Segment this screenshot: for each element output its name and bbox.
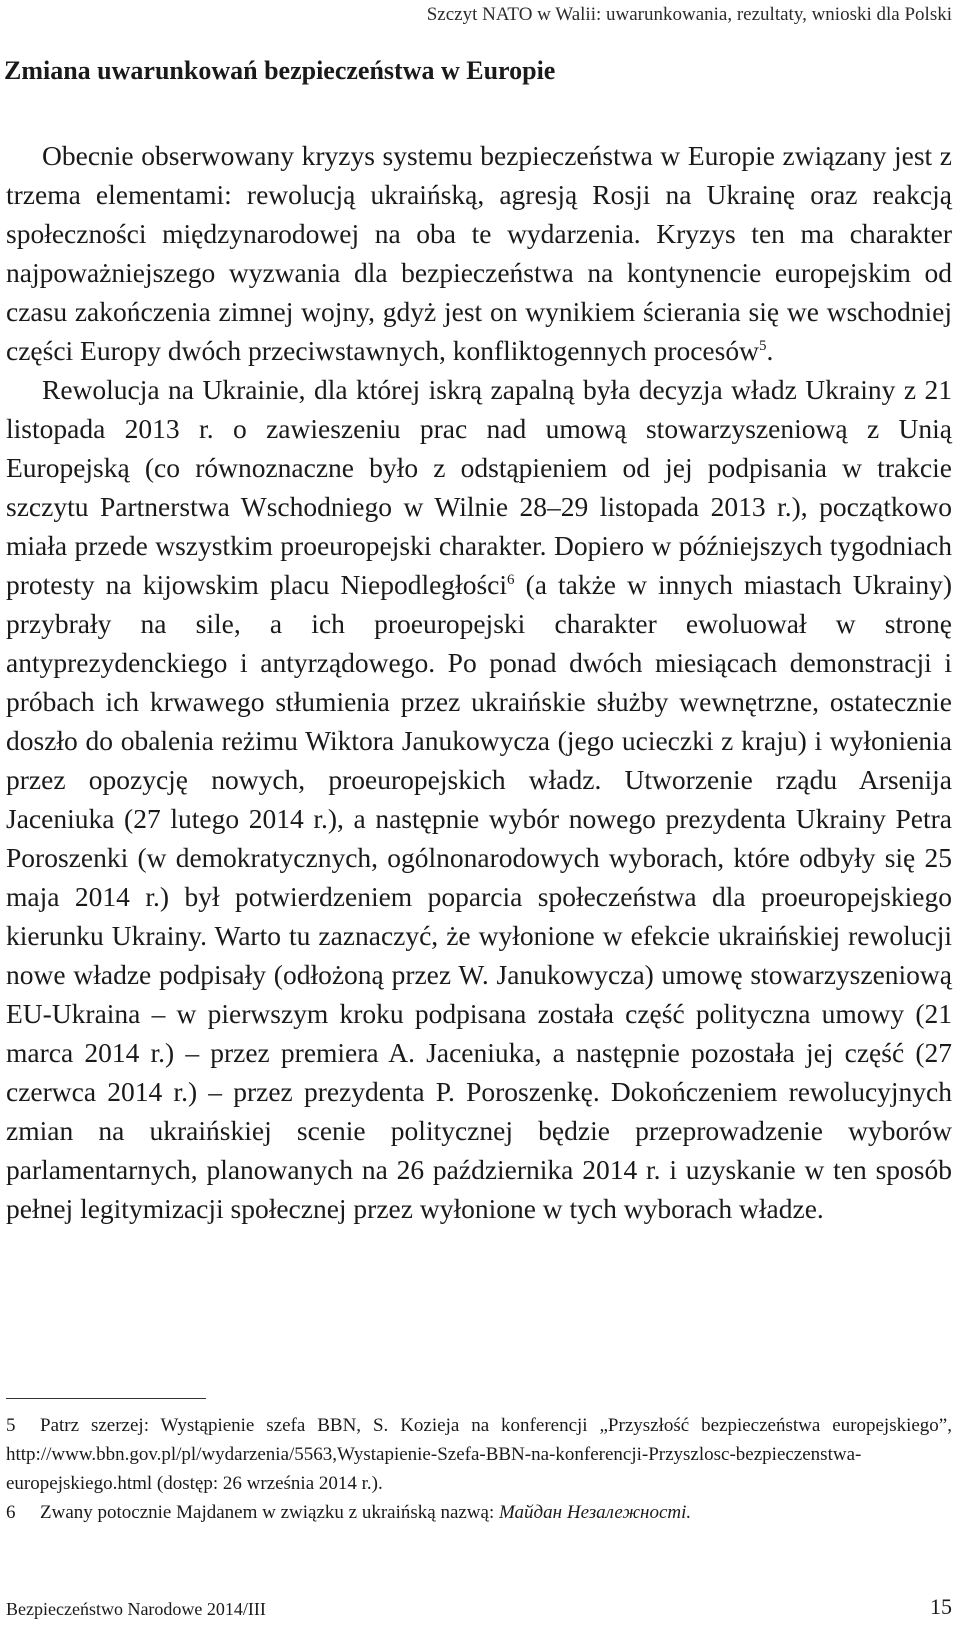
- section-title: Zmiana uwarunkowań bezpieczeństwa w Europie: [4, 56, 556, 85]
- footnote-number: 6: [6, 1502, 16, 1523]
- paragraph-text: (a także w innych miastach Ukrainy) przybrały na sile, a ich proeuropejski charakter ewoluował w stronę antyprezydenckiego i antyrządowego. Po ponad dwóch miesiącach demonstracji i próbach ich krwawego stłumienia przez ukraińskie służby wewnętrzne, ostatecznie doszło do obalenia reżimu Wiktora Janukowycza (jego ucieczki z kraju) i wyłonienia przez opozycję nowych, proeuropejskich władz. Utworzenie rządu Arsenija Jaceniuka (27 lutego 2014 r.), a następnie wybór nowego prezydenta Ukrainy Petra Poroszenki (w demokratycznych, ogólnonarodowych wyborach, które odbyły się 25 maja 2014 r.) był potwierdzeniem poparcia społeczeństwa dla proeuropejskiego kierunku Ukrainy. Warto tu zaznaczyć, że wyłonione w efekcie ukraińskiej rewolucji nowe władze podpisały (odłożoną przez W. Janukowycza) umowę stowarzyszeniową EU-Ukraina – w pierwszym kroku podpisana została część polityczna umowy (21 marca 2014 r.) – przez premiera A. Jaceniuka, a następnie pozostała jej część (27 czerwca 2014 r.) – przez prezydenta P. Poroszenkę. Dokończeniem rewolucyjnych zmian na ukraińskiej scenie politycznej będzie przeprowadzenie wyborów parlamentarnych, planowanych na 26 października 2014 r. i uzyskanie w ten sposób pełnej legitymizacji społecznej przez wyłonione w tych wyborach władze.: [6, 569, 953, 1224]
- body-text: [6, 136, 952, 1228]
- paragraph: [6, 370, 952, 1228]
- footnote-text: Patrz szerzej: Wystąpienie szefa BBN, S. Kozieja na konferencji „Przyszłość bezpieczeństwa europejskiego”, http://www.bbn.gov.pl/pl/wydarzenia/5563,Wystapienie-Szefa-BBN-na-konferencji-Przyszlosc-bezpieczenstwa-europejskiego.html (dostęp: 26 września 2014 r.).: [6, 1415, 952, 1494]
- footnote-text: Zwany potocznie Majdanem w związku z ukraińską nazwą:: [40, 1502, 499, 1523]
- footnote-italic-text: Майдан Незалежності.: [499, 1502, 692, 1523]
- paragraph: [6, 136, 952, 370]
- footnote-divider: [6, 1398, 206, 1399]
- paragraph-text: Obecnie obserwowany kryzys systemu bezpieczeństwa w Europie związany jest z trzema elementami: rewolucją ukraińską, agresją Rosji na Ukrainę oraz reakcją społeczności międzynarodowej na oba te wydarzenia. Kryzys ten ma charakter najpoważniejszego wyzwania dla bezpieczeństwa na kontynencie europejskim od czasu zakończenia zimnej wojny, gdyż jest on wynikiem ścierania się we wschodniej części Europy dwóch przeciwstawnych, konfliktogennych procesów: [6, 140, 952, 366]
- footnote-number: 5: [6, 1415, 16, 1436]
- journal-footer: Bezpieczeństwo Narodowe 2014/III: [6, 1599, 266, 1619]
- footnote-item: [6, 1498, 952, 1527]
- paragraph-text: .: [766, 335, 774, 366]
- page-number: 15: [930, 1594, 952, 1619]
- paragraph-text: Rewolucja na Ukrainie, dla której iskrą zapalną była decyzja władz Ukrainy z 21 listopada 2013 r. o zawieszeniu prac nad umową stowarzyszeniową z Unią Europejską (co równoznaczne było z odstąpieniem od jej podpisania w trakcie szczytu Partnerstwa Wschodniego w Wilnie 28–29 listopada 2013 r.), początkowo miała przede wszystkim proeuropejski charakter. Dopiero w późniejszych tygodniach protesty na kijowskim placu Niepodległości: [6, 374, 952, 600]
- footnote-ref: 6: [507, 571, 515, 588]
- footnote-ref: 5: [758, 337, 767, 354]
- running-header: Szczyt NATO w Walii: uwarunkowania, rezultaty, wnioski dla Polski: [426, 4, 952, 25]
- footnote-item: [6, 1411, 952, 1498]
- footnotes: [6, 1411, 952, 1527]
